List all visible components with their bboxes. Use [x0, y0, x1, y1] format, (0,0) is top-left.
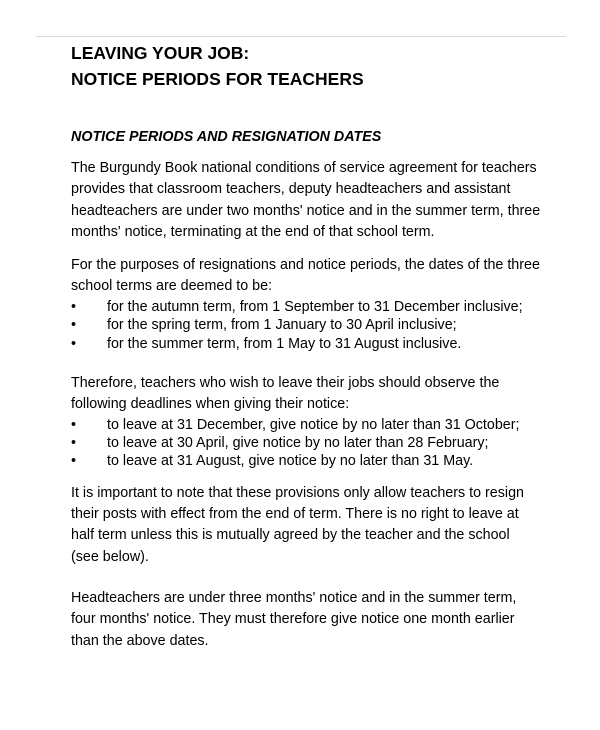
list-item — [71, 452, 541, 470]
bullet-icon: • — [71, 335, 77, 352]
list-item — [71, 298, 541, 316]
notice-deadlines-list — [71, 416, 541, 471]
paragraph-burgundy-book: The Burgundy Book national conditions of service agreement for teachers provides that classroom teachers, deputy headteachers and assistant headteachers are under two months' notice and in the summer term, three months' notice, terminating at the end of that school term. — [71, 160, 541, 240]
list-item — [71, 416, 541, 434]
term-dates-list — [71, 298, 541, 353]
list-item-text: for the autumn term, from 1 September to 31 December inclusive; — [107, 298, 523, 315]
list-item-text: to leave at 30 April, give notice by no later than 28 February; — [107, 435, 489, 451]
title-line-1: LEAVING YOUR JOB: — [71, 43, 250, 63]
paragraph-headteachers-notice: Headteachers are under three months' notice and in the summer term, four months' notice. They must therefore give notice one month earlier than the above dates. — [71, 590, 517, 649]
list-item-text: to leave at 31 August, give notice by no later than 31 May. — [107, 453, 474, 470]
section-heading: NOTICE PERIODS AND RESIGNATION DATES — [71, 129, 382, 145]
list-item-text: to leave at 31 December, give notice by no later than 31 October; — [107, 416, 520, 433]
bullet-icon: • — [71, 416, 77, 433]
bullet-icon: • — [71, 453, 77, 470]
title-line-2: NOTICE PERIODS FOR TEACHERS — [71, 69, 364, 89]
paragraph-term-dates-intro: For the purposes of resignations and notice periods, the dates of the three school terms are deemed to be: — [71, 257, 540, 295]
bullet-icon: • — [71, 317, 77, 334]
document-content — [71, 40, 541, 652]
top-divider — [36, 36, 566, 37]
list-item-text: for the summer term, from 1 May to 31 August inclusive. — [107, 335, 462, 352]
list-item — [71, 316, 541, 334]
bullet-icon: • — [71, 435, 77, 451]
paragraph-end-of-term-note: It is important to note that these provisions only allow teachers to resign their posts with effect from the end of term. There is no right to leave at half term unless this is mutually agreed by the teacher and the school (see below). — [71, 484, 524, 565]
list-item-text: for the spring term, from 1 January to 30 April inclusive; — [107, 317, 457, 334]
document-title — [71, 40, 541, 92]
bullet-icon: • — [71, 298, 77, 315]
list-item — [71, 335, 541, 353]
list-item — [71, 434, 541, 452]
paragraph-deadlines-intro: Therefore, teachers who wish to leave their jobs should observe the following deadlines when giving their notice: — [71, 375, 500, 413]
